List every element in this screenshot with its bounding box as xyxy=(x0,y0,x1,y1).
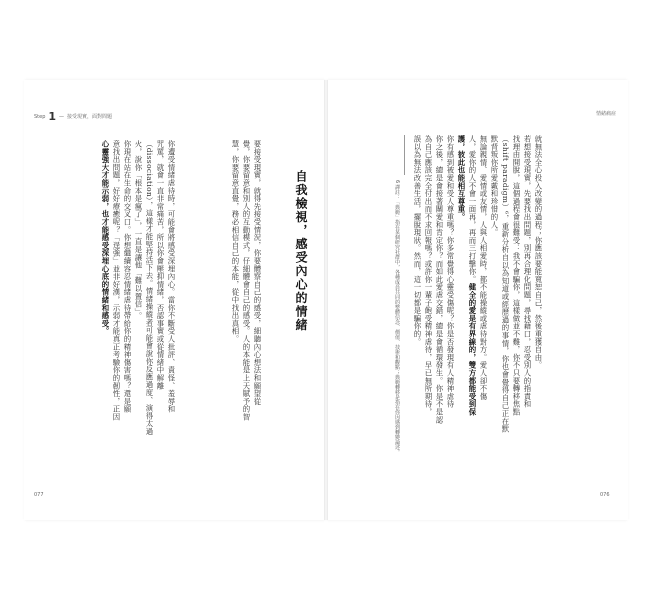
text-column: 無論親情、愛情或友情，人與人相愛時，都不能操縱或虐待對方。愛人卻不傷 xyxy=(479,135,488,401)
text-column: 慧，你要留意直覺，務必相信自己的本能，從中找出真相。 xyxy=(231,140,240,343)
text-column: 你遭受情緒虐待時，可能會將感受深埋內心。當你不斷受人批評、責怪、羞辱和 xyxy=(167,140,176,413)
step-number: 1 xyxy=(48,110,57,123)
text-column: 要接受現實，就得先接受情況，你要體察自己的感受，細聽內心想法和願望從 xyxy=(253,140,262,406)
page-number-right: 076 xyxy=(600,492,610,498)
right-page-text xyxy=(412,135,544,465)
text-column: 默背叛你所愛戴和珍惜的人。 xyxy=(490,135,499,237)
running-header-right: 情緒痛症 xyxy=(596,111,617,117)
footnote: 6 譯註：「典範」指在某個研究社群中，各種成員共同的整體信念、價值、技術和觀點；典範轉移是指在你因感到轉變論述。 xyxy=(394,180,400,455)
text-column: （dissociation），這樣才能堅持活下去。情緒操縱者可能會說你反應過度、演得太過 xyxy=(145,140,154,436)
book-gutter xyxy=(324,80,328,520)
footnote-rule xyxy=(404,135,405,175)
text-column: 你之後，總是會接著關愛和肯定你？而如此愛虐交錯，總是會循環發生。你是不是認 xyxy=(435,135,444,424)
left-intro-text xyxy=(230,140,263,470)
text-column: 若想接受現實，先要找出問題，別再合理化問題，尋找藉口，忍受別人的指責和 xyxy=(523,135,532,408)
text-column: （shift paradigm）⁶，重新分析自以為知道或經歷過的事情，你也會覺得自己正在默 xyxy=(501,135,510,433)
step-label: Step xyxy=(34,113,46,120)
section-heading: 自我檢視，感受內心的情緒 xyxy=(294,170,308,332)
bold-phrase: 健全的愛是有界線的，雙方都能受到保 xyxy=(468,283,477,416)
text-column: 心靈強大才能示弱，也才能感受深埋心底的情緒和感受。 xyxy=(101,140,110,335)
text-column: 護，彼此也能相互尊重。 xyxy=(457,135,466,221)
text-column: 覺，你要留意和別人的互動模式，仔細體會自己的感受。人的本能是上天賦予的智 xyxy=(242,140,251,421)
running-header-left: Step 1 — 接受現實，面對問題 xyxy=(34,110,113,123)
text-column: 意找出問題，好好療癒呢？「逞強」並非好漢，示弱才能真正考驗你的韌性，正因 xyxy=(112,140,121,421)
text-column: 火，說你「根本是瘋了」，一直是讓他「難以置信」。 xyxy=(134,140,143,320)
text-column: 找理由開脫，這個過程會很難受：我不會騙你，這樣做並不難，你不只要轉移焦點 xyxy=(512,135,521,416)
text-column: 你有感到被愛和受人尊重嗎？你多常覺得心靈受傷呢？你是否發現有人精神虐待 xyxy=(446,135,455,408)
chapter-title: 接受現實，面對問題 xyxy=(67,114,113,120)
left-body-text xyxy=(100,140,177,470)
text-column: 就無法全心投入改變的過程；你應該要能寬恕自己，然後重獲自由。 xyxy=(534,135,543,369)
text-column: 人，愛你的人不會一面再，再而三打擊你。健全的愛是有界線的，雙方都能受到保 xyxy=(468,135,477,416)
text-column: 咒罵，就會一直非常痛苦，所以你會壓抑情緒，否認事實或從情緒中解離 xyxy=(156,140,165,390)
page-number-left: 077 xyxy=(34,492,44,498)
text-column: 誤以為無法改善生活，擺脫現狀。然而，這一切都是騙你的。 xyxy=(413,135,422,346)
text-column: 為自己應該完全付出而不求回報嗎？或許你一輩子飽受精神虐待，早已無所期待， xyxy=(424,135,433,416)
text-column: 你現在站在生命的交叉口。你想繼續容忍情緒虐待帶給你的精神傷害嗎？還是願 xyxy=(123,140,132,413)
